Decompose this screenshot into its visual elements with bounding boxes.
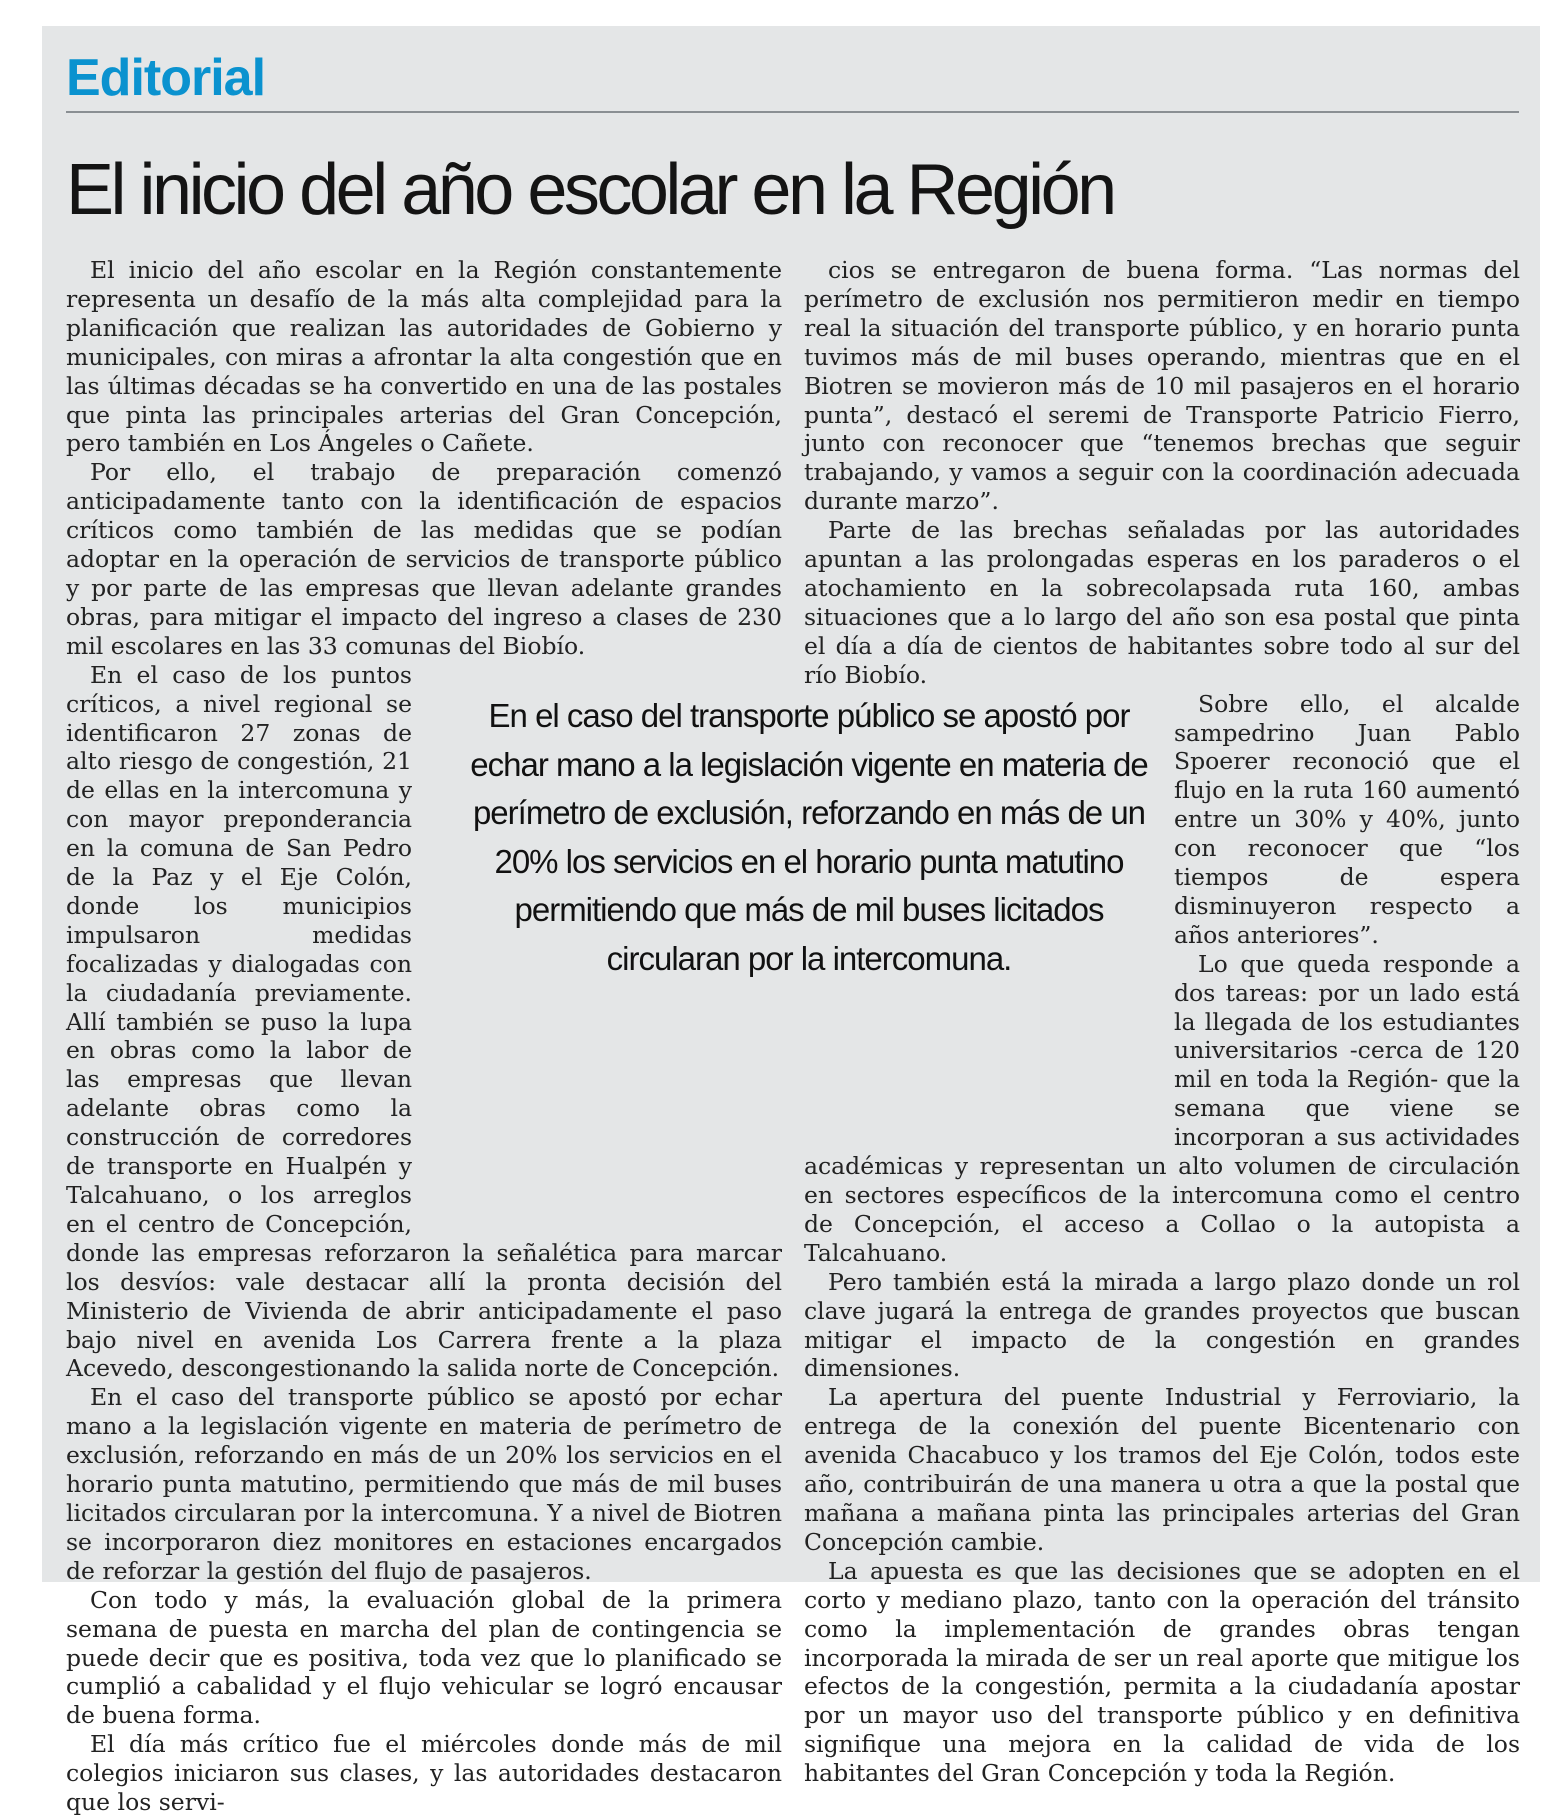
paragraph: cios se entregaron de buena forma. “Las normas del perímetro de exclusión nos permitieron medir en tiempo real la situación del transporte público, y en horario punta tuvimos más de mil buses operando, mientras que en el Biotren se movieron más de 10 mil pasajeros en el horario punta”, destacó el seremi de Transporte Patricio Fierro, junto con reconocer que “tenemos brechas que seguir trabajando, y vamos a seguir con la coordinación adecuada durante marzo”. [804, 256, 1520, 516]
article-headline: El inicio del año escolar en la Región [66, 150, 1114, 230]
paragraph: Sobre ello, el alcalde sampedrino Juan Pablo Spoerer reconoció que el flujo en la ruta 160 aumentó entre un 30% y 40%, junto con reconocer que “los tiempos de espera disminuyeron respecto a años anteriores”. [1174, 689, 1520, 949]
paragraph: Por ello, el trabajo de preparación comenzó anticipadamente tanto con la identificación de espacios críticos como también de las medidas que se podían adoptar en la operación de servicios de transporte público y por parte de las empresas que llevan adelante grandes obras, para mitigar el impacto del ingreso a clases de 230 mil escolares en las 33 comunas del Biobío. [66, 458, 782, 660]
paragraph: Lo que queda responde a dos tareas: por un lado está la llegada de los estudiantes universitarios -cerca de 120 mil en toda la Región- que la semana que viene se incorporan a sus actividades académicas y representan un alto volumen de circulación en sectores específicos de la intercomuna como el centro de Concepción, el acceso a Collao o la autopista a Talcahuano. [804, 949, 1520, 1267]
section-divider [66, 111, 1519, 113]
right-column [804, 256, 1520, 1788]
pull-quote: En el caso del transporte público se apostó por echar mano a la legislación vigente en materia de perímetro de exclusión, reforzando en más de un 20% los servicios en el horario punta matutino permitiendo que más de mil buses licitados circularan por la intercomuna. [470, 697, 1148, 977]
paragraph: La apuesta es que las decisiones que se adopten en el corto y mediano plazo, tanto con la operación del tránsito como la implementación de grandes obras tengan incorporada la mirada de ser un real aporte que mitigue los efectos de la congestión, permita a la ciudadanía apostar por un mayor uso del transporte público y en definitiva signifique una mejora en la calidad de vida de los habitantes del Gran Concepción y toda la Región. [804, 1556, 1520, 1788]
paragraph: El día más crítico fue el miércoles donde más de mil colegios iniciaron sus clases, y las autoridades destacaron que los servi- [66, 1730, 782, 1817]
paragraph: El inicio del año escolar en la Región constantemente representa un desafío de la más alta complejidad para la planificación que realizan las autoridades de Gobierno y municipales, con miras a afrontar la alta congestión que en las últimas décadas se ha convertido en una de las postales que pinta las principales arterias del Gran Concepción, pero también en Los Ángeles o Cañete. [66, 256, 782, 458]
left-column [66, 256, 782, 1817]
section-label: Editorial [66, 49, 266, 107]
paragraph: Pero también está la mirada a largo plazo donde un rol clave jugará la entrega de grandes proyectos que buscan mitigar el impacto de la congestión en grandes dimensiones. [804, 1267, 1520, 1383]
paragraph: En el caso de los puntos críticos, a nivel regional se identificaron 27 zonas de alto riesgo de congestión, 21 de ellas en la intercomuna y con mayor preponderancia en la comuna de San Pedro de la Paz y el Eje Colón, donde los municipios impulsaron medidas focalizadas y dialogadas con la ciudadanía previamente. Allí también se puso la lupa en obras como la labor de las empresas que llevan adelante obras como la construcción de corredores de transporte en Hualpén y Talcahuano, o los arreglos en el centro de Concepción, donde las empresas reforzaron la señalética para marcar los desvíos: vale destacar allí la pronta decisión del Ministerio de Vivienda de abrir anticipadamente el paso bajo nivel en avenida Los Carrera frente a la plaza Acevedo, descongestionando la salida norte de Concepción. [66, 660, 782, 1383]
editorial-panel [42, 26, 1540, 1817]
paragraph: Parte de las brechas señaladas por las autoridades apuntan a las prolongadas esperas en los paraderos o el atochamiento en la sobrecolapsada ruta 160, ambas situaciones que a lo largo del año son esa postal que pinta el día a día de cientos de habitantes sobre todo al sur del río Biobío. [804, 516, 1520, 689]
paragraph: La apertura del puente Industrial y Ferroviario, la entrega de la conexión del puente Bicentenario con avenida Chacabuco y los tramos del Eje Colón, todos este año, contribuirán de una manera u otra a que la postal que mañana a mañana pinta las principales arterias del Gran Concepción cambie. [804, 1383, 1520, 1556]
paragraph: Con todo y más, la evaluación global de la primera semana de puesta en marcha del plan de contingencia se puede decir que es positiva, toda vez que lo planificado se cumplió a cabalidad y el flujo vehicular se logró encausar de buena forma. [66, 1585, 782, 1730]
paragraph: En el caso del transporte público se apostó por echar mano a la legislación vigente en materia de perímetro de exclusión, reforzando en más de un 20% los servicios en el horario punta matutino, permitiendo que más de mil buses licitados circularan por la intercomuna. Y a nivel de Biotren se incorporaron diez monitores en estaciones encargados de reforzar la gestión del flujo de pasajeros. [66, 1383, 782, 1585]
